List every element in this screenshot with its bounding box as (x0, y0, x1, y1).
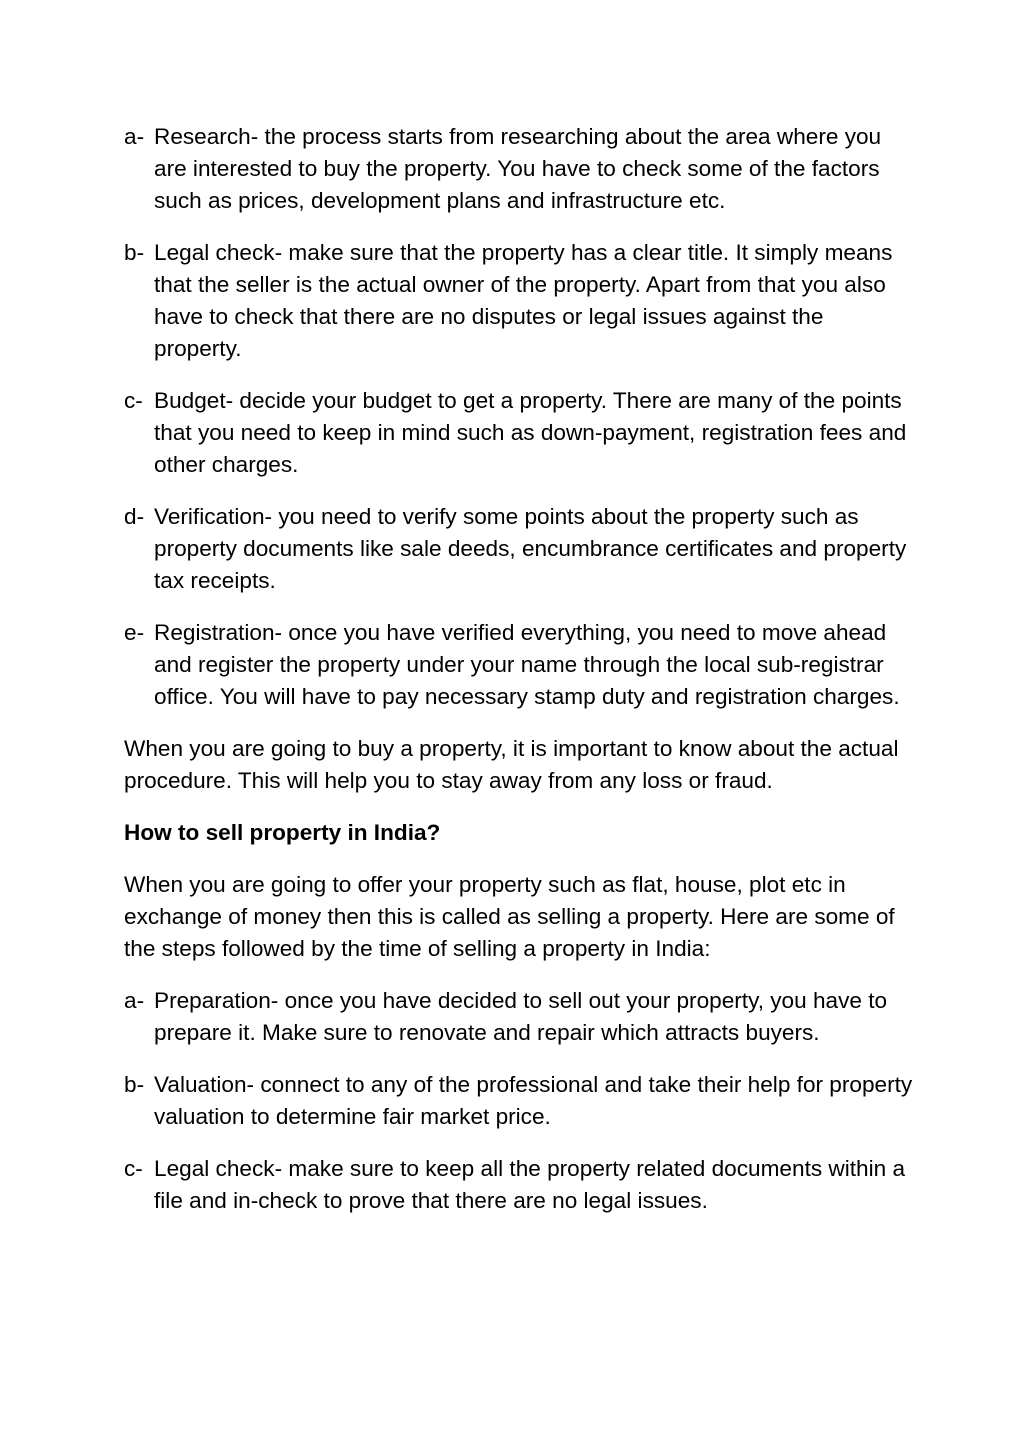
list-item-text: Budget- decide your budget to get a property. There are many of the points that you need to keep in mind such as down-payment, registration fees and other charges. (154, 388, 907, 477)
list-item (124, 985, 914, 1049)
list-marker: c- (124, 1156, 143, 1181)
buy-conclusion-paragraph: When you are going to buy a property, it is important to know about the actual procedure. This will help you to stay away from any loss or fraud. (124, 736, 899, 793)
list-item (124, 617, 914, 713)
list-item (124, 1153, 914, 1217)
sell-steps-list (124, 985, 914, 1217)
list-item (124, 1069, 914, 1133)
list-marker: b- (124, 240, 145, 265)
list-marker: b- (124, 1072, 145, 1097)
list-item (124, 385, 914, 481)
list-marker: c- (124, 388, 143, 413)
document-page (124, 121, 914, 1217)
list-item (124, 121, 914, 217)
buy-steps-list (124, 121, 914, 713)
list-marker: e- (124, 620, 145, 645)
list-item-text: Registration- once you have verified everything, you need to move ahead and register the property under your name through the local sub-registrar office. You will have to pay necessary stamp duty and registration charges. (154, 620, 900, 709)
list-marker: a- (124, 124, 145, 149)
list-item-text: Legal check- make sure to keep all the property related documents within a file and in-check to prove that there are no legal issues. (154, 1156, 906, 1213)
list-item (124, 501, 914, 597)
list-item (124, 237, 914, 365)
list-item-text: Research- the process starts from researching about the area where you are interested to buy the property. You have to check some of the factors such as prices, development plans and infrastructure etc. (154, 124, 882, 213)
sell-section-heading: How to sell property in India? (124, 820, 441, 845)
list-item-text: Legal check- make sure that the property has a clear title. It simply means that the seller is the actual owner of the property. Apart from that you also have to check that there are no disputes or legal issues against the property. (154, 240, 893, 361)
list-marker: a- (124, 988, 145, 1013)
list-item-text: Preparation- once you have decided to sell out your property, you have to prepare it. Make sure to renovate and repair which attracts buyers. (154, 988, 888, 1045)
list-item-text: Valuation- connect to any of the professional and take their help for property valuation to determine fair market price. (154, 1072, 913, 1129)
list-item-text: Verification- you need to verify some points about the property such as property documents like sale deeds, encumbrance certificates and property tax receipts. (154, 504, 907, 593)
sell-intro-paragraph: When you are going to offer your property such as flat, house, plot etc in exchange of money then this is called as selling a property. Here are some of the steps followed by the time of selling a property in India: (124, 872, 895, 961)
list-marker: d- (124, 504, 145, 529)
